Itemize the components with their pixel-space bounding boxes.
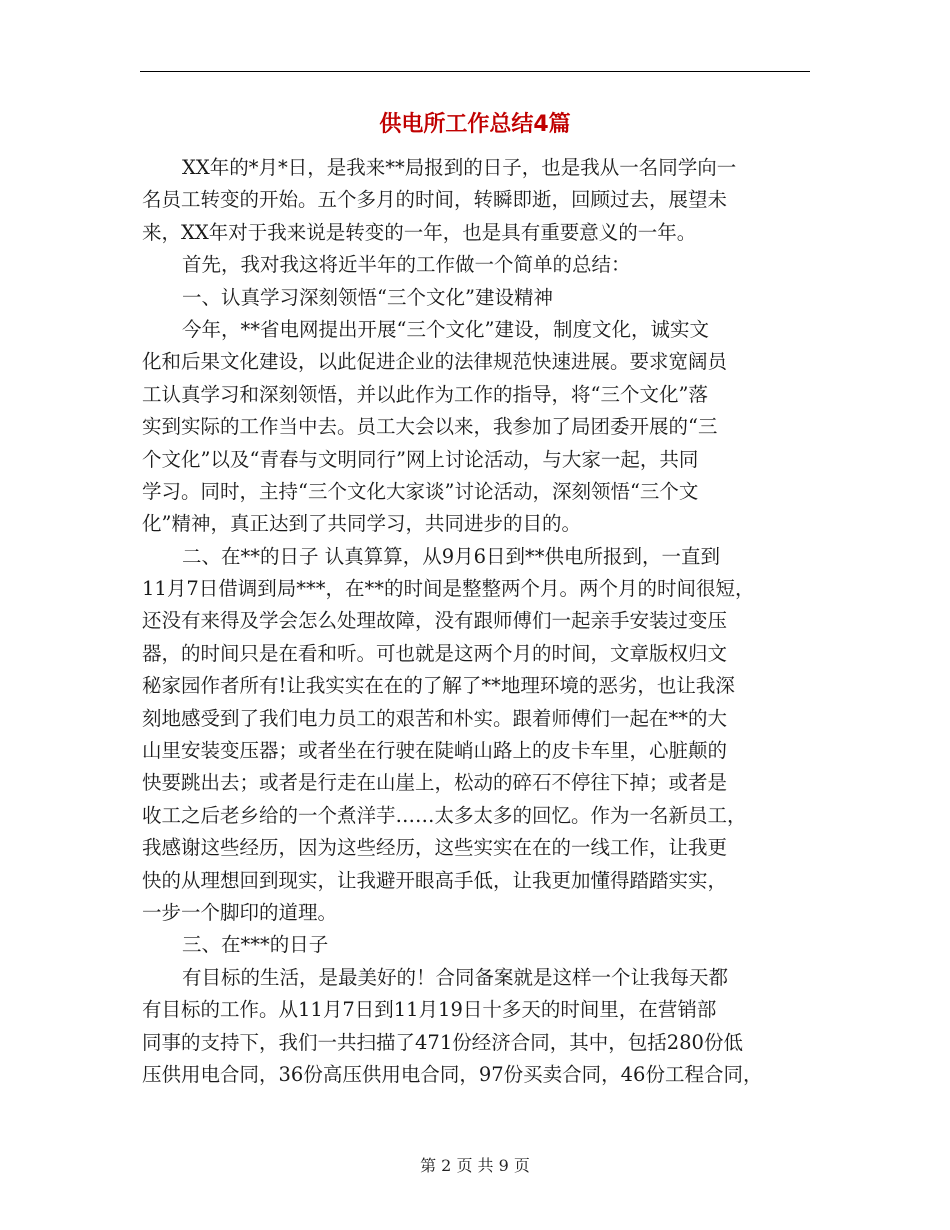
paragraph-line: 工认真学习和深刻领悟，并以此作为工作的指导，将“三个文化”落 — [142, 382, 708, 406]
paragraph-line: 来，XX年对于我来说是转变的一年，也是具有重要意义的一年。 — [142, 220, 697, 244]
paragraph-line: 有目标的生活，是最美好的！合同备案就是这样一个让我每天都 — [182, 965, 729, 989]
paragraph-line: 快的从理想回到现实，让我避开眼高手低，让我更加懂得踏踏实实， — [142, 868, 728, 892]
paragraph-line: 实到实际的工作当中去。员工大会以来，我参加了局团委开展的“三 — [142, 415, 718, 439]
paragraph-line: 学习。同时，主持“三个文化大家谈”讨论活动，深刻领悟“三个文 — [142, 479, 699, 503]
paragraph-line: 还没有来得及学会怎么处理故障，没有跟师傅们一起亲手安装过变压 — [142, 609, 728, 633]
paragraph-line: 个文化”以及“青春与文明同行”网上讨论活动，与大家一起，共同 — [142, 447, 699, 471]
paragraph-line: 收工之后老乡给的一个煮洋芋……太多太多的回忆。作为一名新员工， — [142, 803, 747, 827]
header-rule — [140, 71, 810, 72]
paragraph-line: 首先，我对我这将近半年的工作做一个简单的总结： — [182, 253, 631, 277]
section-heading: 一、认真学习深刻领悟“三个文化”建设精神 — [182, 285, 553, 309]
paragraph-line: 山里安装变压器；或者坐在行驶在陡峭山路上的皮卡车里，心脏颠的 — [142, 739, 728, 763]
paragraph-line: XX年的*月*日，是我来**局报到的日子，也是我从一名同学向一 — [182, 156, 737, 179]
paragraph-line: 化”精神，真正达到了共同学习，共同进步的目的。 — [142, 512, 581, 536]
paragraph-line: 器，的时间只是在看和听。可也就是这两个月的时间，文章版权归文 — [142, 641, 728, 665]
section-heading: 二、在**的日子 认真算算，从9月6日到**供电所报到，一直到 — [182, 544, 721, 568]
paragraph-line: 压供用电合同，36份高压供用电合同，97份买卖合同，46份工程合同， — [142, 1062, 763, 1086]
paragraph-line: 一步一个脚印的道理。 — [142, 900, 338, 924]
paragraph-line: 有目标的工作。从11月7日到11月19日十多天的时间里，在营销部 — [142, 998, 717, 1022]
paragraph-line: 刻地感受到了我们电力员工的艰苦和朴实。跟着师傅们一起在**的大 — [142, 706, 728, 730]
paragraph-line: 今年，**省电网提出开展“三个文化”建设，制度文化，诚实文 — [182, 317, 709, 341]
document-title: 供电所工作总结4篇 — [379, 112, 571, 137]
section-heading: 三、在***的日子 — [182, 933, 329, 957]
paragraph-line: 同事的支持下，我们一共扫描了471份经济合同，其中，包括280份低 — [142, 1030, 743, 1054]
paragraph-line: 我感谢这些经历，因为这些经历，这些实实在在的一线工作，让我更 — [142, 836, 728, 860]
paragraph-line: 秘家园作者所有!让我实实在在的了解了**地理环境的恶劣，也让我深 — [142, 674, 735, 698]
paragraph-line: 11月7日借调到局***，在**的时间是整整两个月。两个月的时间很短， — [142, 577, 755, 601]
paragraph-line: 快要跳出去；或者是行走在山崖上，松动的碎石不停往下掉；或者是 — [142, 771, 728, 795]
document-body — [142, 152, 816, 1091]
page-number-footer: 第 2 页 共 9 页 — [420, 1156, 530, 1175]
paragraph-line: 化和后果文化建设，以此促进企业的法律规范快速进展。要求宽阔员 — [142, 350, 728, 374]
paragraph-line: 名员工转变的开始。五个多月的时间，转瞬即逝，回顾过去，展望未 — [142, 188, 728, 212]
